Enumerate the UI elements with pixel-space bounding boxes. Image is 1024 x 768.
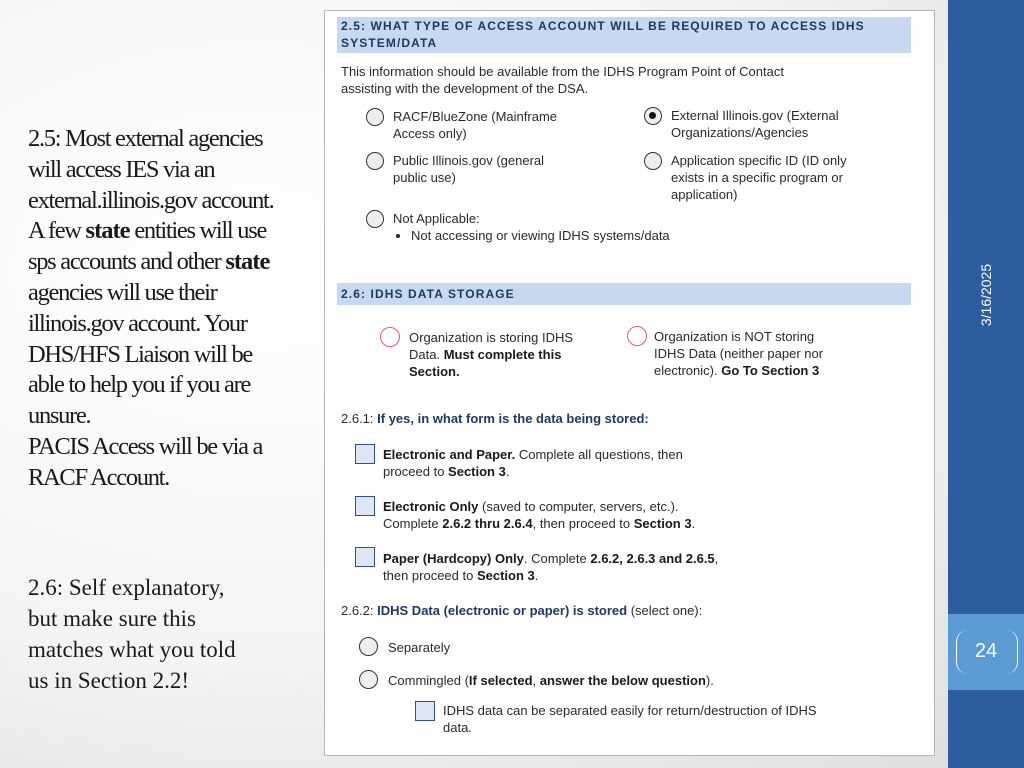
radio-separately[interactable] (359, 637, 378, 656)
radio-commingled[interactable] (359, 670, 378, 689)
option-paper-only-label: Paper (Hardcopy) Only. Complete 2.6.2, 2.6.3 and 2.6.5, then proceed to Section 3. (383, 551, 719, 583)
left-line: external.illinois.gov account. (28, 186, 274, 214)
question-2-6-1: 2.6.1: If yes, in what form is the data being stored: (341, 411, 649, 426)
option-not-storing-label: Organization is NOT storing IDHS Data (neither paper nor electronic). Go To Section 3 (654, 329, 824, 378)
radio-racf[interactable] (366, 108, 384, 126)
section-2-5-header: 2.5: WHAT TYPE OF ACCESS ACCOUNT WILL BE REQUIRED TO ACCESS IDHS SYSTEM/DATA (337, 17, 911, 53)
left-line: able to help you if you are (28, 371, 251, 399)
option-electronic-only-label: Electronic Only (saved to computer, servers, etc.). Complete 2.6.2 thru 2.6.4, then proceed to Section 3. (383, 499, 696, 531)
option-racf-label: RACF/BlueZone (Mainframe Access only) (393, 109, 557, 141)
slide-number: 24 (974, 640, 998, 662)
left-note: 2.6: Self explanatory, but make sure this matches what you told us in Section 2.2! (28, 575, 236, 693)
option-separately-label: Separately (388, 640, 451, 655)
option-na-label: Not Applicable: • Not accessing or viewing IDHS systems/data (393, 210, 670, 244)
question-2-6-2: 2.6.2: IDHS Data (electronic or paper) is stored (select one): (341, 603, 703, 618)
option-external-label: External Illinois.gov (External Organizations/Agencies (671, 108, 839, 140)
option-app-id-label: Application specific ID (ID only exists in a specific program or application) (671, 153, 847, 202)
slide-date: 3/16/2025 (978, 263, 994, 327)
checkbox-separable[interactable] (415, 701, 435, 721)
option-storing-label: Organization is storing IDHS Data. Must complete this Section. (409, 330, 574, 379)
option-separable-label: IDHS data can be separated easily for return/destruction of IDHS data. (443, 703, 817, 735)
checkbox-electronic-and-paper[interactable] (355, 444, 375, 464)
left-line: unsure. (28, 402, 91, 430)
form-document (324, 10, 935, 756)
section-2-5-description: This information should be available from the IDHS Program Point of Contact assisting with the development of the DSA. (341, 64, 784, 96)
left-line: DHS/HFS Liaison will be (28, 340, 252, 368)
option-commingled-label: Commingled (If selected, answer the below question). (388, 673, 714, 688)
option-public-label: Public Illinois.gov (general public use) (393, 153, 545, 185)
left-line: will access IES via an (28, 155, 215, 183)
left-line: agencies will use their (28, 278, 217, 306)
left-line: sps accounts and other state (28, 248, 270, 276)
checkbox-electronic-only[interactable] (355, 496, 375, 516)
radio-public-illinois-gov[interactable] (366, 152, 384, 170)
radio-storing-data[interactable] (380, 327, 400, 347)
left-line: A few state entities will use (28, 217, 267, 245)
radio-not-applicable[interactable] (366, 210, 384, 228)
checkbox-paper-only[interactable] (355, 547, 375, 567)
radio-not-storing-data[interactable] (627, 326, 647, 346)
radio-application-specific-id[interactable] (644, 152, 662, 170)
left-line: RACF Account. (28, 463, 169, 491)
option-electronic-paper-label: Electronic and Paper. Complete all questions, then proceed to Section 3. (383, 447, 683, 479)
section-2-6-header: 2.6: IDHS DATA STORAGE (337, 283, 911, 305)
left-explanation (28, 124, 318, 494)
left-line: PACIS Access will be via a (28, 432, 263, 460)
left-line: 2.5: Most external agencies (28, 125, 263, 152)
radio-external-illinois-gov[interactable] (644, 107, 662, 125)
left-line: illinois.gov account. Your (28, 309, 247, 337)
